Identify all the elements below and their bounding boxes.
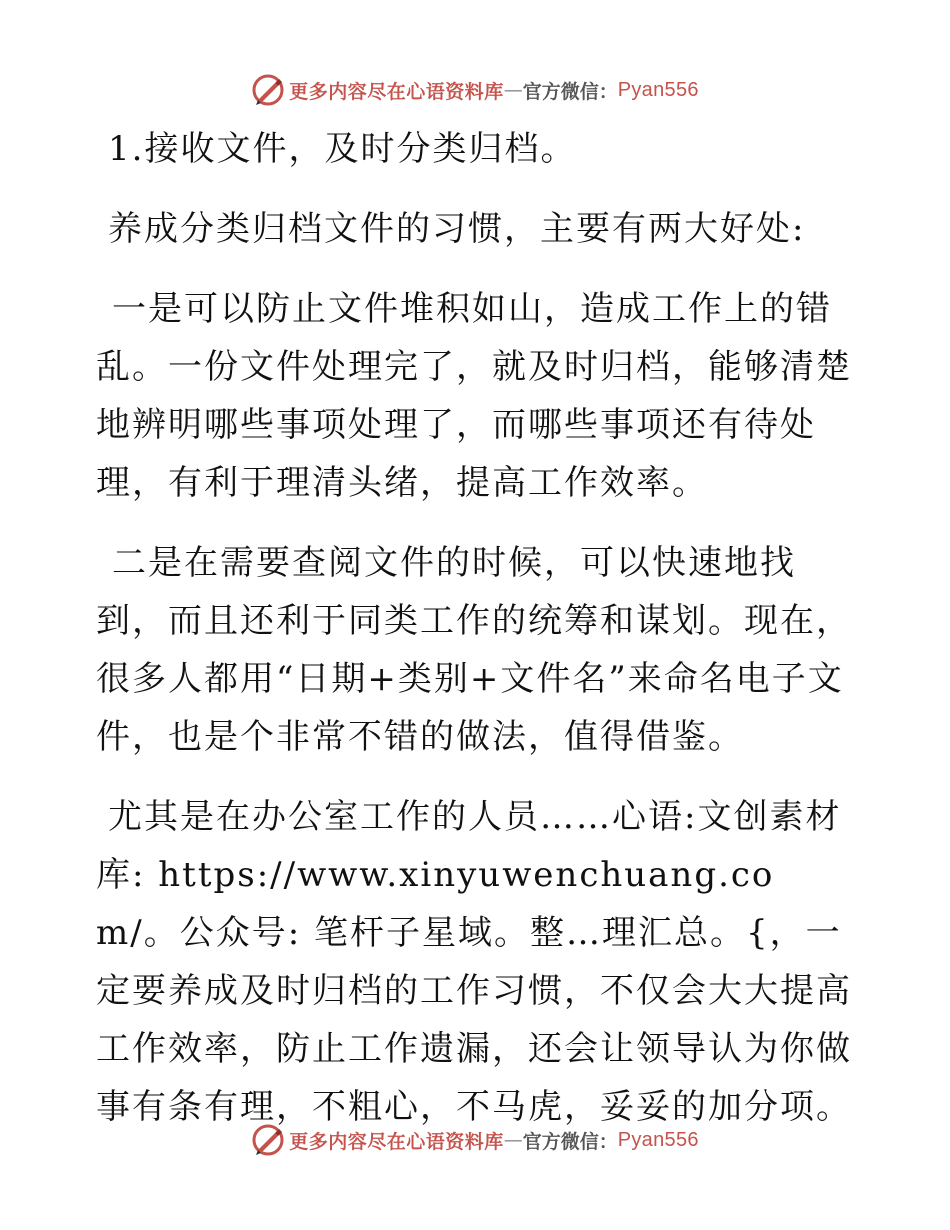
banner-separator: — [503,1129,523,1151]
banner-separator: — [503,79,523,101]
banner-wechat-label: 官方微信： [522,1130,618,1153]
banner-site-text: 更多内容尽在心语资料库 [289,1130,504,1153]
banner-wechat-id: Pyan556 [617,78,699,101]
paragraph-conclusion: 尤其是在办公室工作的人员……心语:文创素材库: https://www.xinyuwenchuang.com/。公众号: 笔杆子星域。整…理汇总。{，一定要养成及时归档的工作习惯，不仅会大大提高工作效率，防止工作遗漏，还会让领导认为你做事有条有理，不粗心，不马虎，妥妥的加分项。 [96,797,852,1127]
document-body [96,120,856,1136]
paragraph-benefit-two: 二是在需要查阅文件的时候，可以快速地找到，而且还利于同类工作的统筹和谋划。现在，很多人都用“日期+类别+文件名”来命名电子文件，也是个非常不错的做法，值得借鉴。 [96,543,852,757]
banner-wechat-id: Pyan556 [617,1128,699,1151]
pen-logo-icon [251,1123,285,1157]
header-banner [0,70,950,110]
pen-logo-icon [251,73,285,107]
paragraph-benefit-one: 一是可以防止文件堆积如山，造成工作上的错乱。一份文件处理完了，就及时归档，能够清楚地辨明哪些事项处理了，而哪些事项还有待处理，有利于理清头绪，提高工作效率。 [96,289,852,503]
banner-site-text: 更多内容尽在心语资料库 [289,80,504,103]
paragraph-heading: 1.接收文件，及时分类归档。 [108,129,577,169]
footer-banner [0,1120,950,1160]
paragraph-intro: 养成分类归档文件的习惯，主要有两大好处: [108,209,806,249]
banner-wechat-label: 官方微信： [522,80,618,103]
